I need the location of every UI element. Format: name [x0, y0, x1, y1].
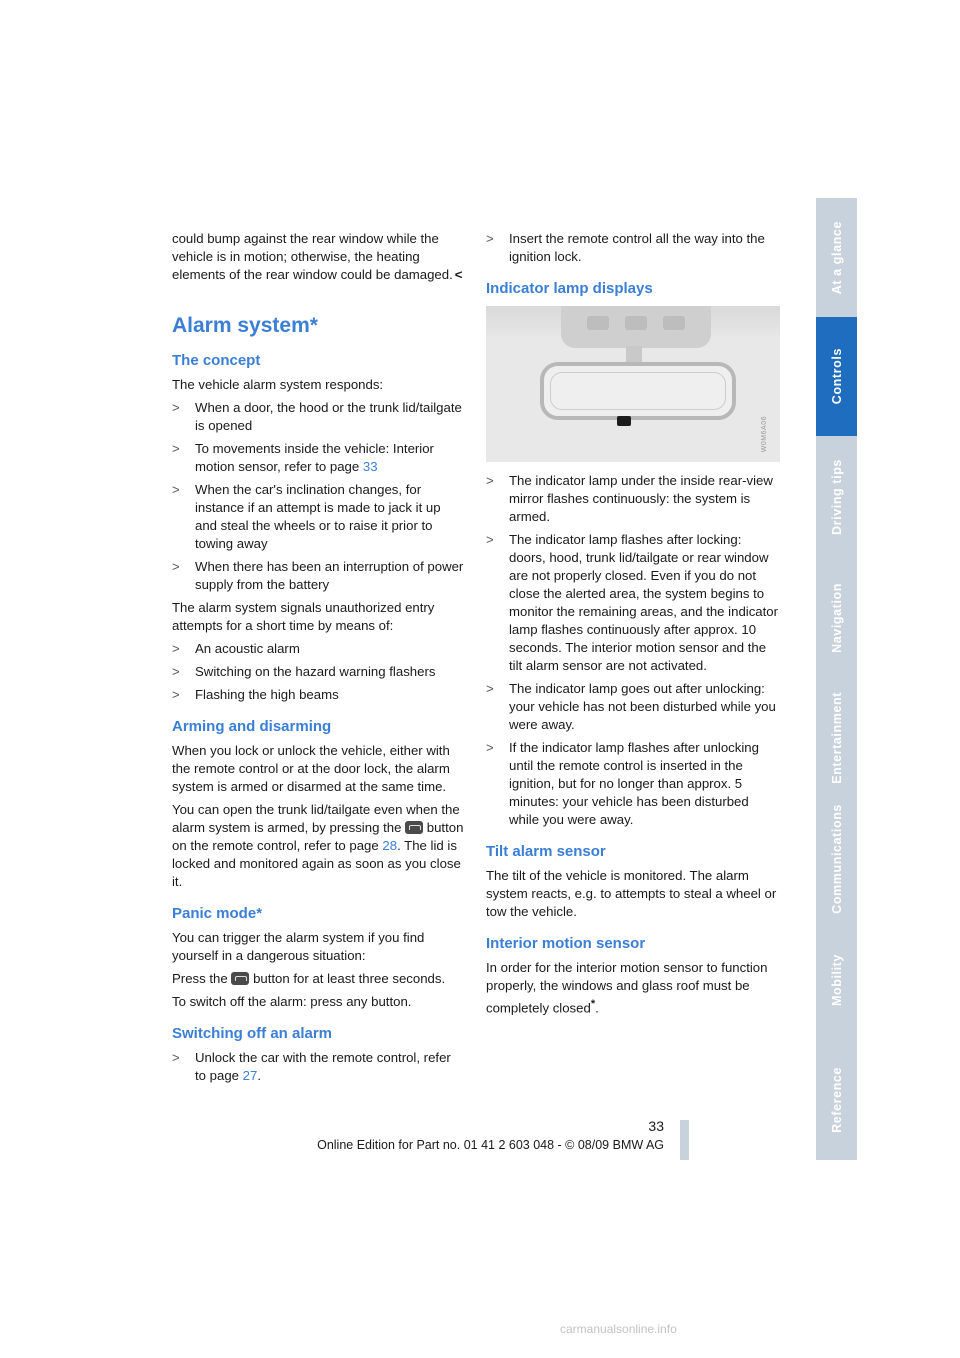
edition-footer: Online Edition for Part no. 01 41 2 603 048 - © 08/09 BMW AG — [317, 1138, 664, 1152]
bullet-marker: > — [172, 482, 180, 497]
switch-off-text: To switch off the alarm: press any button. — [172, 994, 412, 1009]
list-item-text: When the car's inclination changes, for instance if an attempt is made to jack it up and steal the wheels or to raise it prior to towing away — [195, 482, 441, 551]
list-item-text: The indicator lamp under the inside rear-view mirror flashes continuously: the system is armed. — [509, 473, 773, 524]
console-button — [625, 316, 647, 330]
page-marker-bar — [680, 1120, 689, 1160]
list-item — [486, 531, 780, 675]
tab-reference[interactable] — [816, 1040, 857, 1162]
bullet-marker: > — [486, 231, 494, 246]
tab-label: Communications — [829, 804, 844, 914]
interior-text: In order for the interior motion sensor to function properly, the windows and glass roof must be completely closed — [486, 960, 768, 1016]
heading-arming-disarming: Arming and disarming — [172, 718, 332, 735]
overhead-console — [561, 306, 711, 348]
tab-driving-tips[interactable] — [816, 436, 857, 560]
rear-view-mirror — [540, 362, 736, 420]
list-item-text: If the indicator lamp flashes after unlocking until the remote control is inserted in the ignition, but for no longer than approx. 5 minutes: your vehicle has been disturbed while you were away. — [509, 740, 759, 827]
option-star: * — [590, 998, 596, 1010]
heading-the-concept: The concept — [172, 352, 261, 369]
bullet-marker: > — [172, 559, 180, 574]
trunk-text: You can open the trunk lid/tailgate even when the alarm system is armed, by pressing the — [172, 802, 460, 835]
list-item-text: To movements inside the vehicle: Interior motion sensor, refer to page — [195, 441, 434, 474]
indicator-lamp-icon — [617, 416, 631, 426]
list-item-text: When a door, the hood or the trunk lid/tailgate is opened — [195, 400, 462, 433]
intro-paragraph — [172, 230, 464, 284]
tab-label: At a glance — [829, 220, 844, 295]
list-item — [172, 481, 464, 553]
list-item — [486, 739, 780, 829]
list-item-text: Unlock the car with the remote control, refer to page — [195, 1050, 451, 1083]
heading-panic-mode: Panic mode* — [172, 905, 263, 922]
heading-alarm-system: Alarm system* — [172, 314, 318, 337]
end-mark: < — [454, 267, 463, 282]
list-item-text: When there has been an interruption of power supply from the battery — [195, 559, 464, 592]
trunk-text: . The lid is locked and monitored again as soon as you close it. — [172, 838, 461, 889]
heading-interior-motion: Interior motion sensor — [486, 935, 646, 952]
tab-communications[interactable] — [816, 798, 857, 922]
list-item-text: . — [257, 1068, 262, 1083]
trunk-remote-button-icon — [405, 821, 423, 834]
list-item — [172, 399, 464, 435]
bullet-marker: > — [172, 400, 180, 415]
list-item — [172, 440, 464, 476]
bullet-marker: > — [172, 441, 180, 456]
bullet-marker: > — [172, 641, 180, 656]
concept-intro: The vehicle alarm system responds: — [172, 377, 384, 392]
figure-code: W0M6A06 — [761, 415, 768, 452]
list-item-text: The indicator lamp goes out after unlocking: your vehicle has not been disturbed while you were away. — [509, 681, 776, 732]
tab-navigation[interactable] — [816, 558, 857, 680]
console-button — [663, 316, 685, 330]
list-item-text: Insert the remote control all the way into the ignition lock. — [509, 231, 765, 264]
list-item — [172, 663, 464, 681]
right-column — [486, 230, 780, 1022]
page-link-27[interactable]: 27 — [242, 1068, 258, 1083]
list-item — [172, 686, 464, 704]
list-item — [172, 1049, 464, 1085]
interior-end: . — [595, 1000, 599, 1016]
bullet-marker: > — [486, 532, 494, 547]
arming-text: When you lock or unlock the vehicle, either with the remote control or at the door lock, the alarm system is armed or disarmed at the same time. — [172, 743, 450, 794]
panic-remote-button-icon — [231, 972, 249, 985]
press-text: button for at least three seconds. — [253, 971, 446, 986]
left-column — [172, 230, 464, 1090]
heading-indicator-lamp: Indicator lamp displays — [486, 280, 653, 297]
tab-label: Entertainment — [829, 692, 844, 784]
mirror-figure — [486, 306, 780, 462]
list-item — [486, 680, 780, 734]
list-item-text: Flashing the high beams — [195, 687, 339, 702]
list-item — [172, 558, 464, 594]
page-number: 33 — [648, 1118, 664, 1134]
tab-label: Controls — [829, 348, 844, 405]
bullet-marker: > — [486, 681, 494, 696]
watermark: carmanualsonline.info — [560, 1322, 677, 1336]
console-button — [587, 316, 609, 330]
mirror-glass — [550, 372, 726, 410]
tab-label: Reference — [829, 1067, 844, 1133]
press-text: Press the — [172, 971, 228, 986]
list-item-text: The indicator lamp flashes after locking: doors, hood, trunk lid/tailgate or rear window are not properly closed. Even if you do not close the alerted area, the system begins to monitor the remaining areas, and the indicator lamp flashes continuously after approx. 10 seconds. The interior motion sensor and the tilt alarm sensor are not activated. — [509, 532, 779, 673]
page-link-33[interactable]: 33 — [362, 459, 378, 474]
trunk-text: button on the remote control, refer to page — [172, 820, 464, 853]
tab-mobility[interactable] — [816, 920, 857, 1042]
tab-label: Mobility — [829, 953, 844, 1007]
tab-at-a-glance[interactable] — [816, 198, 857, 319]
list-item — [172, 640, 464, 658]
bullet-marker: > — [486, 473, 494, 488]
chapter-sidebar — [816, 198, 857, 1160]
interior-paragraph — [486, 959, 780, 1017]
bullet-marker: > — [172, 687, 180, 702]
tilt-text: The tilt of the vehicle is monitored. The alarm system reacts, e.g. to attempts to steal a wheel or tow the vehicle. — [486, 868, 777, 919]
heading-switching-off: Switching off an alarm — [172, 1025, 333, 1042]
tab-entertainment[interactable] — [816, 678, 857, 800]
bullet-marker: > — [172, 1050, 180, 1065]
tab-controls[interactable] — [816, 317, 857, 438]
trunk-paragraph — [172, 801, 464, 891]
intro-text: could bump against the rear window while the vehicle is in motion; otherwise, the heating elements of the rear window could be damaged. — [172, 231, 453, 282]
list-item-text: An acoustic alarm — [195, 641, 300, 656]
signals-intro: The alarm system signals unauthorized entry attempts for a short time by means of: — [172, 600, 435, 633]
heading-tilt-alarm: Tilt alarm sensor — [486, 843, 606, 860]
press-paragraph — [172, 970, 464, 988]
bullet-marker: > — [486, 740, 494, 755]
list-item-text: Switching on the hazard warning flashers — [195, 664, 436, 679]
list-item — [486, 230, 780, 266]
tab-label: Driving tips — [829, 459, 844, 535]
panic-text: You can trigger the alarm system if you find yourself in a dangerous situation: — [172, 930, 425, 963]
tab-label: Navigation — [829, 583, 844, 653]
page-link-28[interactable]: 28 — [382, 838, 398, 853]
list-item — [486, 472, 780, 526]
bullet-marker: > — [172, 664, 180, 679]
